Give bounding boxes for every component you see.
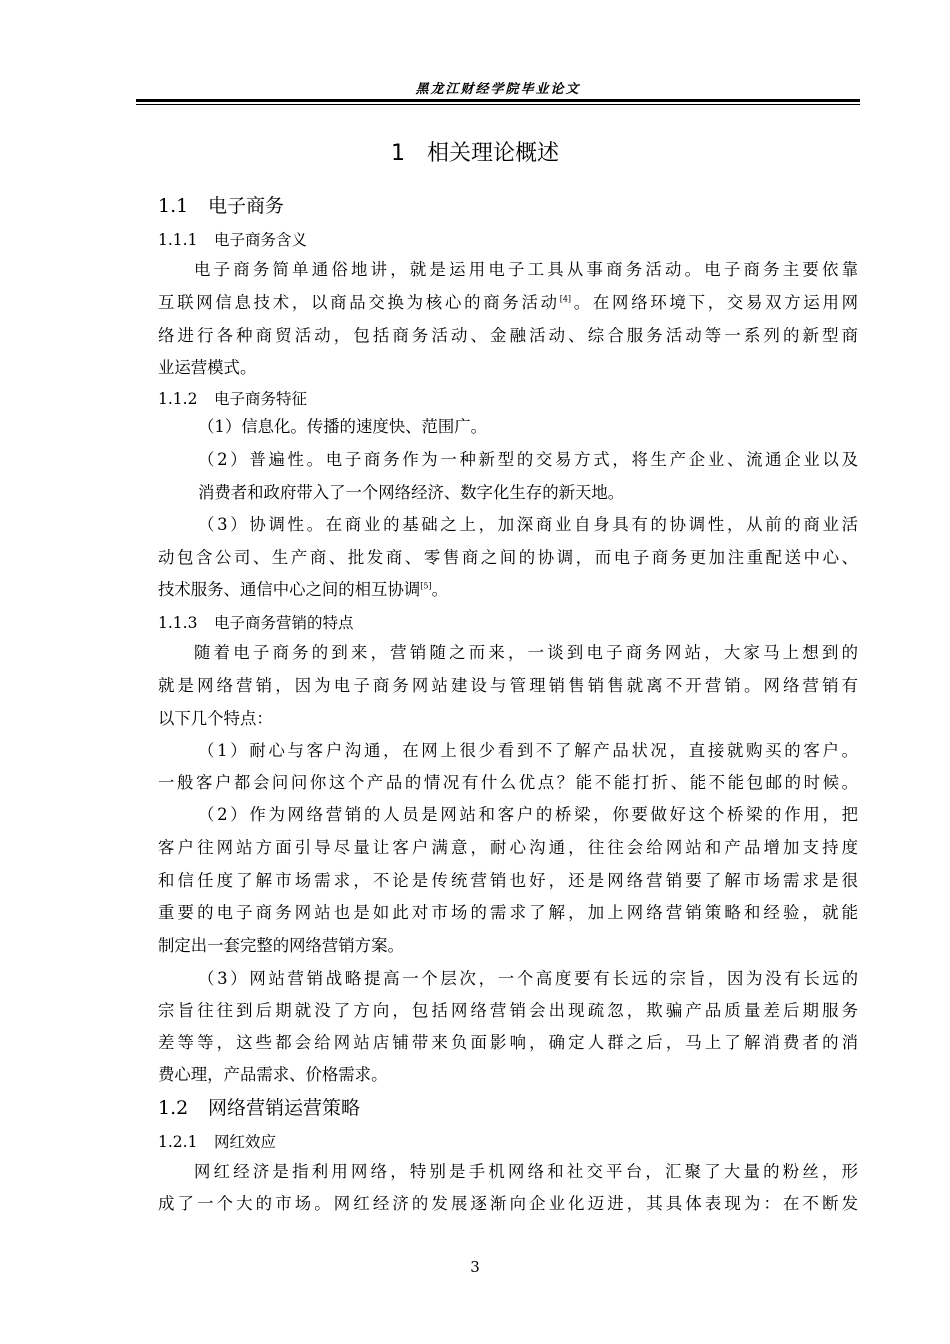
text-run: 互联网信息技术，以商品交换为核心的商务活动 bbox=[158, 293, 560, 312]
paragraph-line: 差等等，这些都会给网站店铺带来负面影响，确定人群之后，马上了解消费者的消 bbox=[158, 1033, 858, 1052]
section-number: 1.1 bbox=[158, 195, 189, 217]
paragraph-line: 成了一个大的市场。网红经济的发展逐渐向企业化迈进，其具体表现为：在不断发 bbox=[158, 1194, 858, 1213]
section-title: 电子商务 bbox=[208, 195, 285, 217]
paragraph-line: 客户往网站方面引导尽量让客户满意，耐心沟通，往往会给网站和产品增加支持度 bbox=[158, 838, 858, 857]
paragraph-line bbox=[158, 292, 858, 314]
list-item-line: （1）耐心与客户沟通，在网上很少看到不了解产品状况，直接就购买的客户。 bbox=[198, 741, 858, 760]
chapter-heading bbox=[0, 136, 950, 167]
paragraph-line: 费心理，产品需求、价格需求。 bbox=[158, 1065, 388, 1084]
paragraph-line: 随着电子商务的到来，营销随之而来，一谈到电子商务网站，大家马上想到的 bbox=[194, 643, 858, 662]
text-run: 技术服务、通信中心之间的相互协调 bbox=[158, 580, 421, 599]
paragraph-line: 一般客户都会问问你这个产品的情况有什么优点？能不能打折、能不能包邮的时候。 bbox=[158, 773, 858, 792]
paragraph-line: 和信任度了解市场需求，不论是传统营销也好，还是网络营销要了解市场需求是很 bbox=[158, 871, 858, 890]
list-item-line: 消费者和政府带入了一个网络经济、数字化生存的新天地。 bbox=[198, 483, 625, 502]
paragraph-line: 业运营模式。 bbox=[158, 358, 257, 377]
paragraph-line: 就是网络营销，因为电子商务网站建设与管理销售销售就离不开营销。网络营销有 bbox=[158, 676, 858, 695]
text-run: 。在网络环境下，交易双方运用网 bbox=[571, 293, 859, 312]
list-item-line: （3）协调性。在商业的基础之上，加深商业自身具有的协调性，从前的商业活 bbox=[198, 515, 858, 534]
subsection-heading-1-1-1 bbox=[158, 228, 307, 250]
subsection-title: 电子商务营销的特点 bbox=[214, 614, 354, 632]
list-item-line: （2）作为网络营销的人员是网站和客户的桥梁，你要做好这个桥梁的作用，把 bbox=[198, 805, 858, 824]
paragraph-line: 重要的电子商务网站也是如此对市场的需求了解，加上网络营销策略和经验，就能 bbox=[158, 903, 858, 922]
subsection-heading-1-1-3 bbox=[158, 611, 354, 633]
subsection-number: 1.1.1 bbox=[158, 231, 198, 249]
subsection-title: 电子商务特征 bbox=[214, 390, 308, 408]
subsection-title: 网红效应 bbox=[214, 1133, 277, 1151]
running-header: 黑龙江财经学院毕业论文 bbox=[415, 82, 581, 97]
paragraph-line: 以下几个特点： bbox=[158, 709, 273, 728]
list-item-line: （1）信息化。传播的速度快、范围广。 bbox=[198, 417, 488, 436]
section-title: 网络营销运营策略 bbox=[208, 1097, 361, 1119]
list-item-line: （2）普遍性。电子商务作为一种新型的交易方式，将生产企业、流通企业以及 bbox=[198, 450, 858, 469]
list-item-line: （3）网站营销战略提高一个层次，一个高度要有长远的宗旨，因为没有长远的 bbox=[198, 969, 858, 988]
page-number: 3 bbox=[470, 1258, 480, 1276]
subsection-heading-1-1-2 bbox=[158, 387, 307, 409]
subsection-number: 1.2.1 bbox=[158, 1133, 198, 1151]
section-number: 1.2 bbox=[158, 1097, 189, 1119]
header-rule-thick bbox=[136, 99, 860, 102]
paragraph-line: 网红经济是指利用网络，特别是手机网络和社交平台，汇聚了大量的粉丝，形 bbox=[194, 1162, 858, 1181]
paragraph-line: 宗旨往往到后期就没了方向，包括网络营销会出现疏忽，欺骗产品质量差后期服务 bbox=[158, 1001, 858, 1020]
chapter-title: 相关理论概述 bbox=[426, 141, 559, 166]
citation-ref: [4] bbox=[559, 294, 572, 304]
chapter-number: 1 bbox=[390, 141, 405, 166]
paragraph-line: 动包含公司、生产商、批发商、零售商之间的协调，而电子商务更加注重配送中心、 bbox=[158, 548, 858, 567]
subsection-number: 1.1.3 bbox=[158, 614, 198, 632]
subsection-number: 1.1.2 bbox=[158, 390, 198, 408]
section-heading-1-2 bbox=[158, 1093, 360, 1120]
header-rule-thin bbox=[136, 104, 860, 105]
subsection-heading-1-2-1 bbox=[158, 1130, 276, 1152]
section-heading-1-1 bbox=[158, 191, 284, 218]
paragraph-line: 电子商务简单通俗地讲，就是运用电子工具从事商务活动。电子商务主要依靠 bbox=[194, 260, 858, 279]
paragraph-line: 络进行各种商贸活动，包括商务活动、金融活动、综合服务活动等一系列的新型商 bbox=[158, 326, 858, 345]
citation-ref: [5] bbox=[420, 581, 432, 591]
text-run: 。 bbox=[431, 580, 448, 599]
paragraph-line: 制定出一套完整的网络营销方案。 bbox=[158, 936, 404, 955]
subsection-title: 电子商务含义 bbox=[214, 231, 308, 249]
paragraph-line bbox=[158, 579, 858, 601]
